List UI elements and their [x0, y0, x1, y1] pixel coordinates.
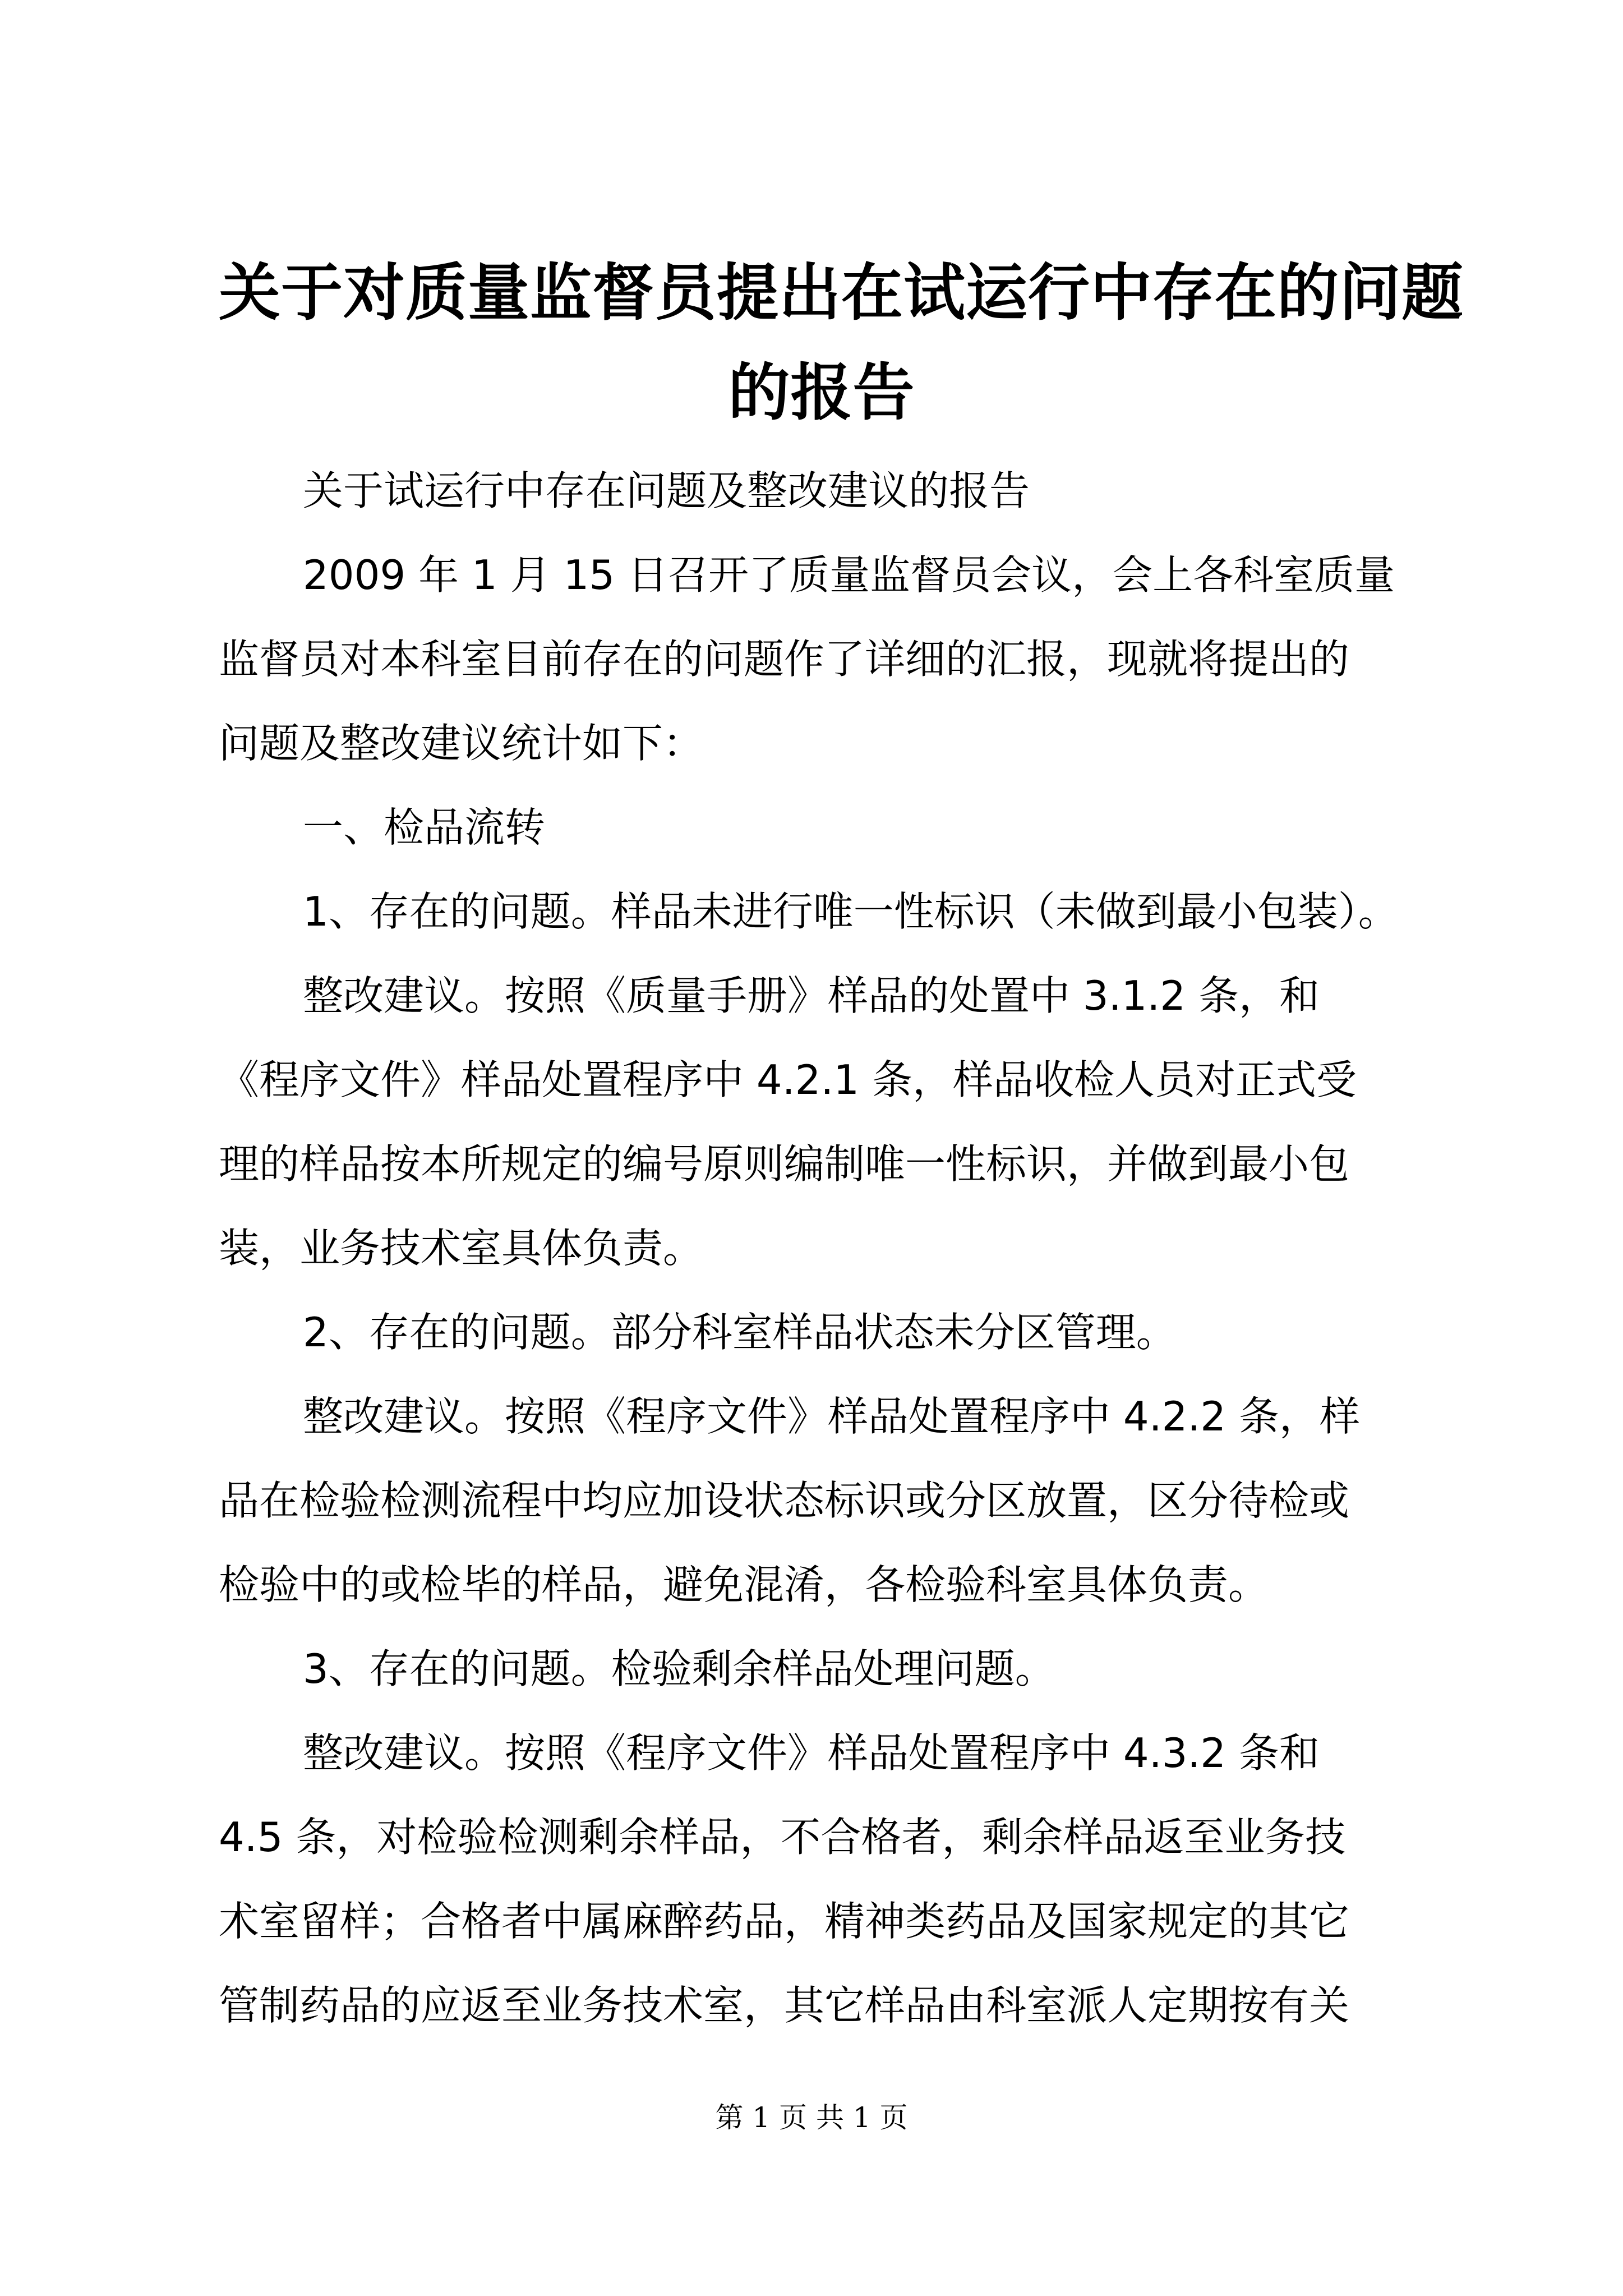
paragraph-line: 《程序文件》样品处置程序中 4.2.1 条，样品收检人员对正式受 — [219, 1056, 1357, 1103]
paragraph-line: 装，业务技术室具体负责。 — [219, 1225, 704, 1272]
paragraph-line: 监督员对本科室目前存在的问题作了详细的汇报，现就将提出的 — [219, 636, 1350, 683]
paragraph-line: 管制药品的应返至业务技术室，其它样品由科室派人定期按有关 — [219, 1982, 1350, 2029]
page-footer: 第 1 页 共 1 页 — [715, 2101, 908, 2134]
document-title-line-2: 的报告 — [728, 356, 915, 429]
paragraph-line: 2、存在的问题。部分科室样品状态未分区管理。 — [303, 1309, 1177, 1356]
document-title-line-1: 关于对质量监督员提出在试运行中存在的问题 — [219, 256, 1464, 329]
document-body — [219, 449, 1430, 2047]
paragraph-line: 1、存在的问题。样品未进行唯一性标识（未做到最小包装）。 — [303, 888, 1399, 935]
paragraph-line: 问题及整改建议统计如下： — [219, 720, 704, 767]
paragraph-line: 3、存在的问题。检验剩余样品处理问题。 — [303, 1645, 1055, 1692]
report-subtitle: 关于试运行中存在问题及整改建议的报告 — [303, 467, 1030, 514]
section-heading: 一、检品流转 — [303, 804, 546, 851]
paragraph-line: 4.5 条，对检验检测剩余样品，不合格者，剩余样品返至业务技 — [219, 1814, 1346, 1861]
paragraph-line: 整改建议。按照《质量手册》样品的处置中 3.1.2 条，和 — [303, 972, 1320, 1019]
paragraph-line: 检验中的或检毕的样品，避免混淆，各检验科室具体负责。 — [219, 1561, 1269, 1608]
paragraph-line: 术室留样；合格者中属麻醉药品，精神类药品及国家规定的其它 — [219, 1898, 1350, 1945]
paragraph-line: 整改建议。按照《程序文件》样品处置程序中 4.2.2 条，样 — [303, 1393, 1360, 1440]
paragraph-line: 整改建议。按照《程序文件》样品处置程序中 4.3.2 条和 — [303, 1729, 1320, 1777]
paragraph-line: 2009 年 1 月 15 日召开了质量监督员会议，会上各科室质量 — [303, 551, 1395, 599]
paragraph-line: 理的样品按本所规定的编号原则编制唯一性标识，并做到最小包 — [219, 1140, 1350, 1188]
paragraph-line: 品在检验检测流程中均应加设状态标识或分区放置，区分待检或 — [219, 1477, 1350, 1524]
